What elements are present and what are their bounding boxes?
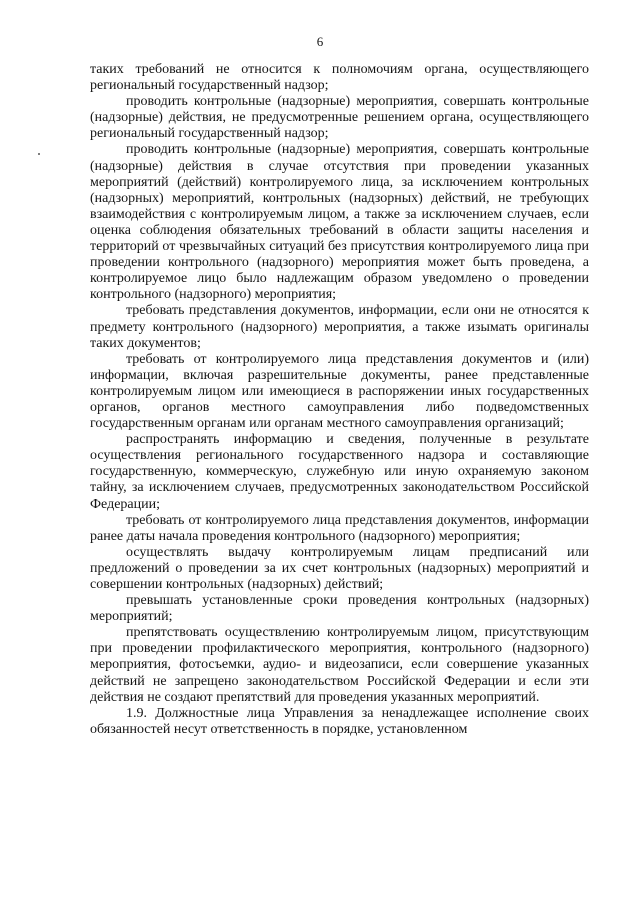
paragraph: проводить контрольные (надзорные) мероприятия, совершать контрольные (надзорные) действия, не предусмотренные решением органа, осуществляющего региональный государственный надзор; (90, 94, 589, 142)
paragraph: требовать от контролируемого лица представления документов и (или) информации, включая разрешительные документы, ранее представленные контролируемым лицом или имеющиеся в распоряжении иных государственных органов, органов местного самоуправления либо подведомственных государственным органам или органам местного самоуправления организаций; (90, 351, 589, 432)
paragraph: таких требований не относится к полномочиям органа, осуществляющего региональный государственный надзор; (90, 62, 589, 94)
paragraph: превышать установленные сроки проведения контрольных (надзорных) мероприятий; (90, 593, 589, 625)
document-body (90, 62, 589, 738)
paragraph: распространять информацию и сведения, полученные в результате осуществления регионального государственного надзора и составляющие государственную, коммерческую, служебную или иную охраняемую законом тайну, за исключением случаев, предусмотренных законодательством Российской Федерации; (90, 432, 589, 512)
paragraph: требовать представления документов, информации, если они не относятся к предмету контрольного (надзорного) мероприятия, а также изымать оригиналы таких документов; (90, 303, 589, 351)
paragraph: 1.9. Должностные лица Управления за ненадлежащее исполнение своих обязанностей несут ответственность в порядке, установленном (90, 705, 589, 737)
page-number: 6 (316, 34, 324, 49)
paragraph: требовать от контролируемого лица представления документов, информации ранее даты начала проведения контрольного (надзорного) мероприятия; (90, 512, 589, 544)
paragraph: осуществлять выдачу контролируемым лицам предписаний или предложений о проведении за их счет контрольных (надзорных) мероприятий и совершении контрольных (надзорных) действий; (90, 544, 589, 592)
scan-speck (38, 153, 40, 155)
paragraph: препятствовать осуществлению контролируемым лицом, присутствующим при проведении профилактического мероприятия, контрольного (надзорного) мероприятия, фотосъемки, аудио- и видеозаписи, если совершение указанных действий не запрещено законодательством Российской Федерации и если эти действия не создают препятствий для проведения указанных мероприятий. (90, 625, 589, 705)
paragraph: проводить контрольные (надзорные) мероприятия, совершать контрольные (надзорные) действия в случае отсутствия при проведении указанных мероприятий (действий) контролируемого лица, за исключением контрольных (надзорных) мероприятий, контрольных (надзорных) действий, не требующих взаимодействия с контролируемым лицом, а также за исключением случаев, если оценка соблюдения обязательных требований в области защиты населения и территорий от чрезвычайных ситуаций без присутствия контролируемого лица при проведении контрольного (надзорного) мероприятия может быть проведена, а контролируемое лицо было надлежащим образом уведомлено о проведении контрольного (надзорного) мероприятия; (90, 142, 589, 303)
